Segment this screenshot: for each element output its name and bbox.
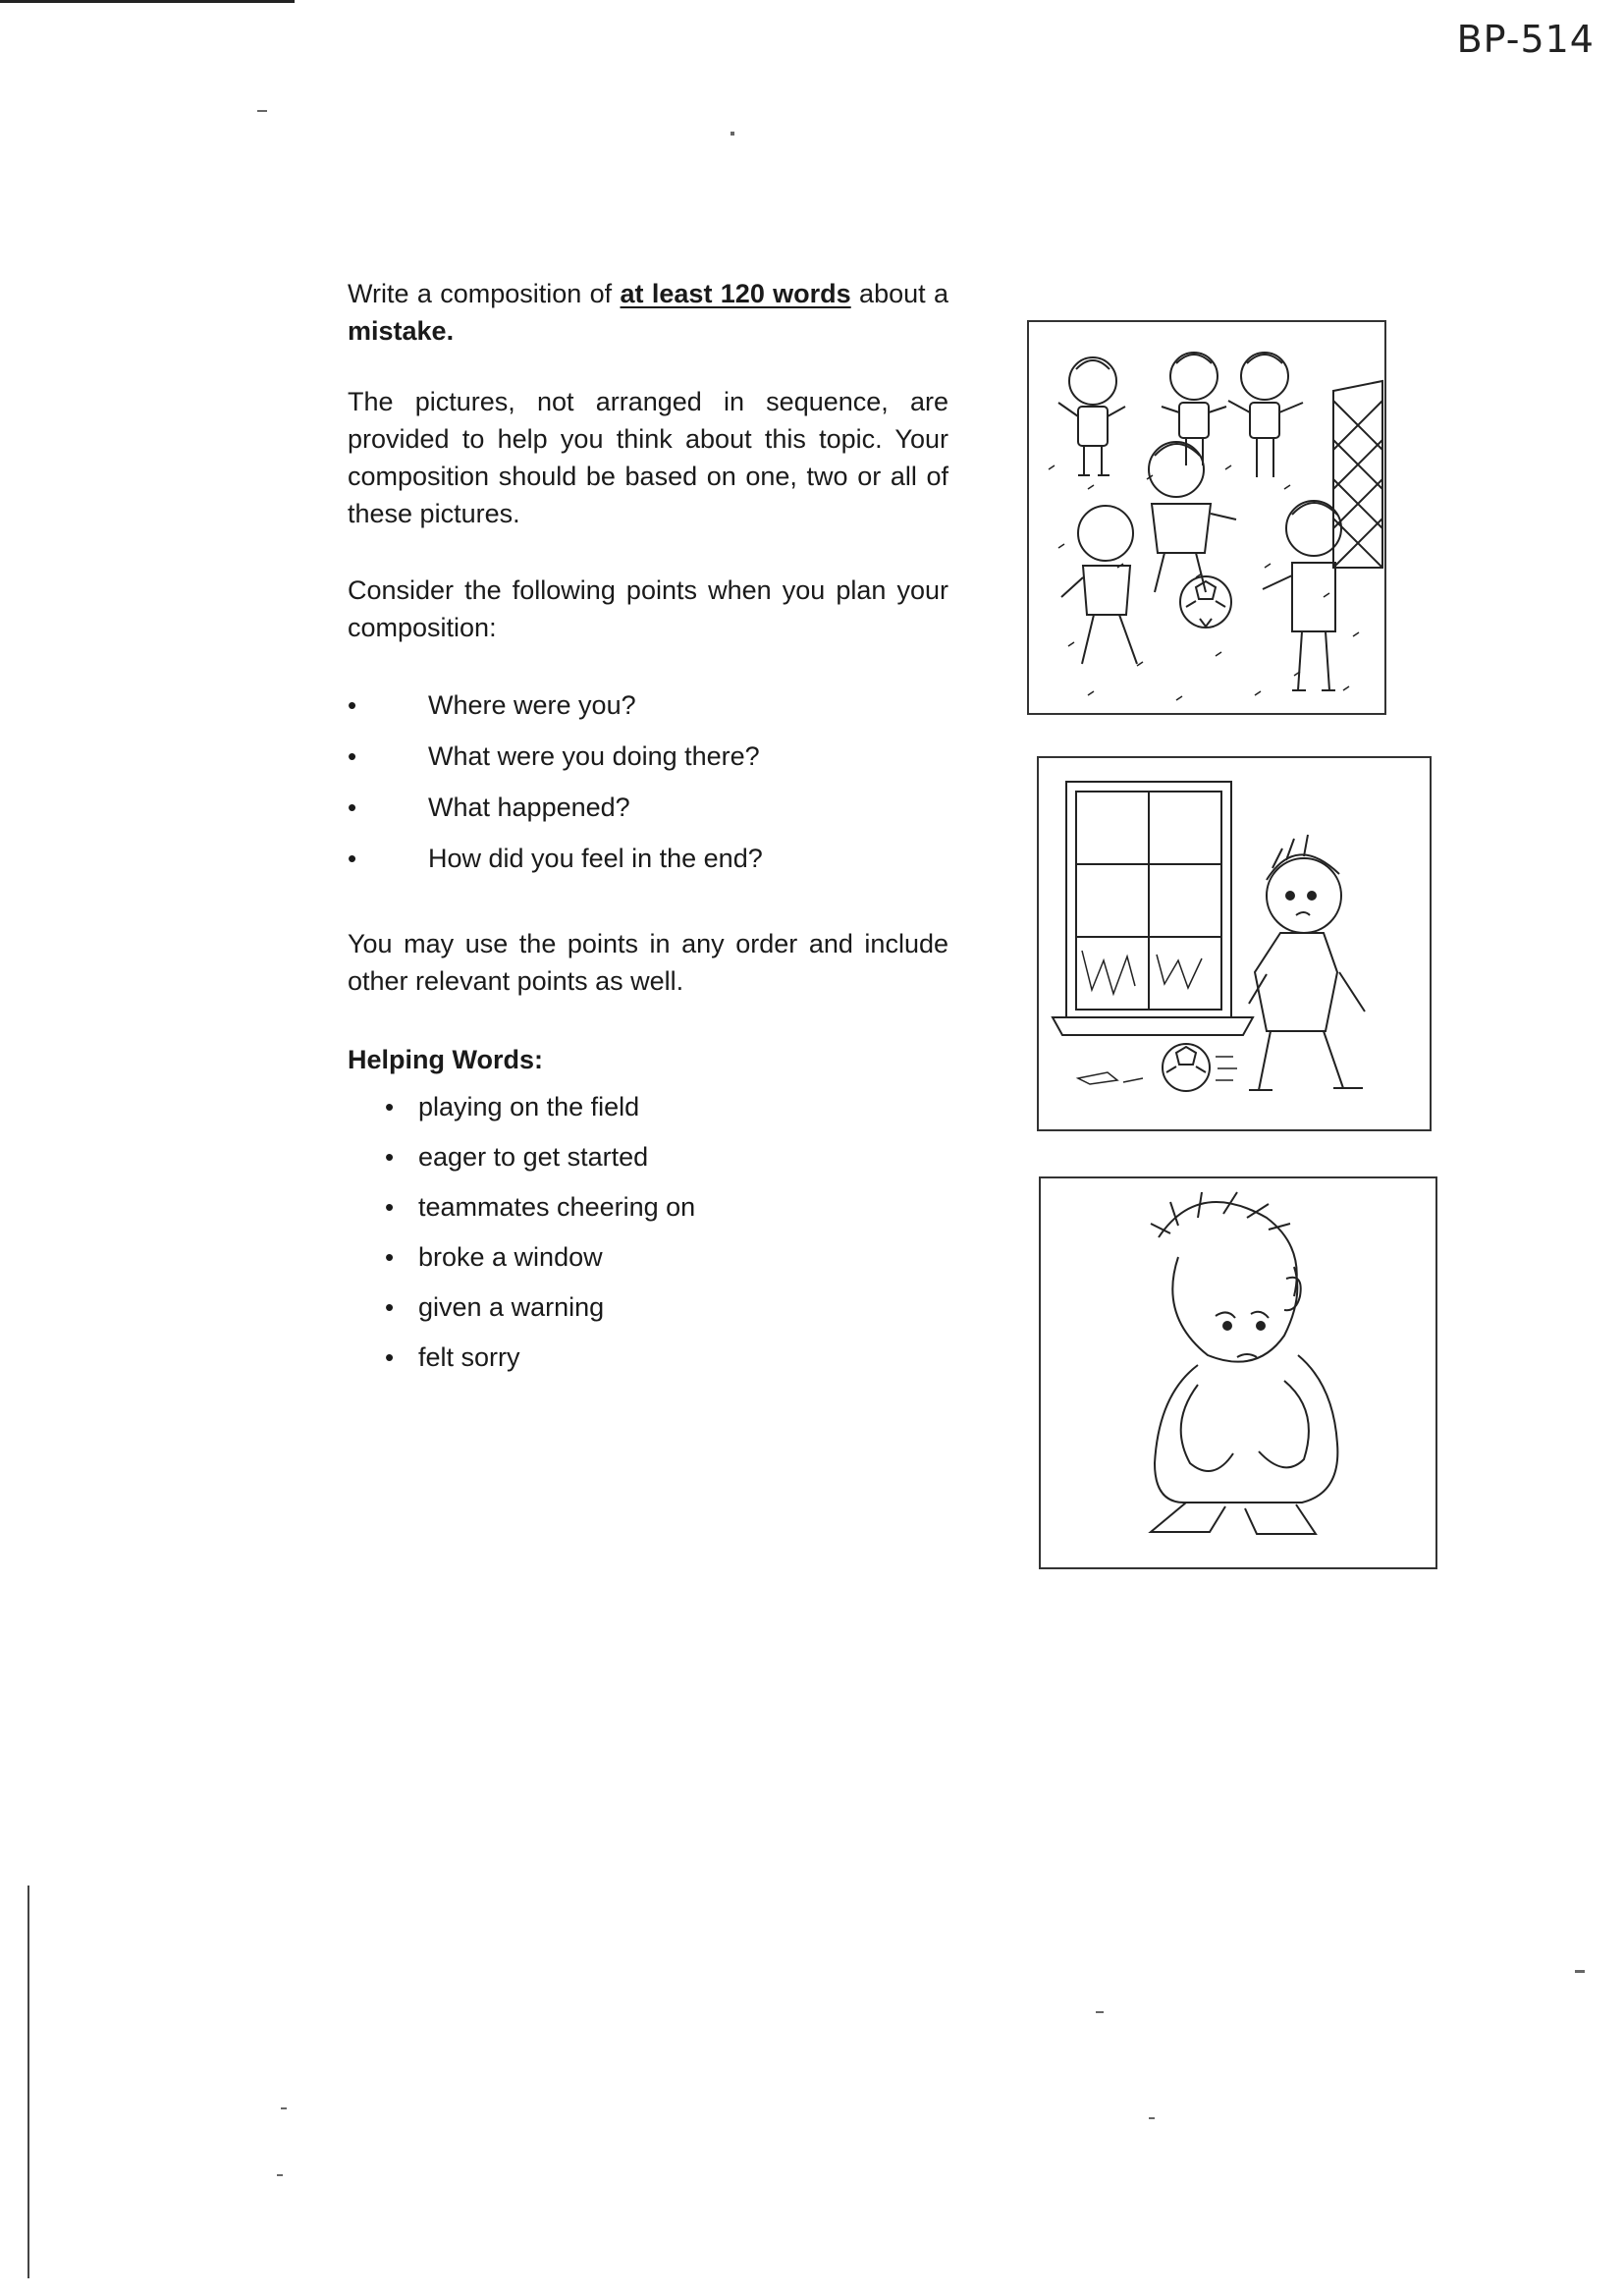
helping-words-title: Helping Words: [348, 1045, 543, 1074]
word-count-emphasis: at least 120 words [620, 279, 851, 308]
point-item: • What were you doing there? [348, 731, 948, 782]
child-back-left [1058, 357, 1125, 475]
scan-speck [1096, 2011, 1104, 2013]
football-icon [1180, 576, 1231, 628]
scan-speck [1575, 1970, 1585, 1973]
consider-note: Consider the following points when you plan your composition: [348, 575, 948, 642]
children-playing-football-icon [1029, 322, 1384, 713]
helping-word: • broke a window [385, 1232, 948, 1283]
helping-word: • felt sorry [385, 1333, 948, 1383]
scan-speck [281, 2107, 287, 2109]
window-icon [1053, 782, 1253, 1035]
picture-sad-boy [1039, 1176, 1437, 1569]
helping-words-list [348, 1082, 948, 1383]
boy-icon [1249, 835, 1365, 1090]
scan-speck [731, 132, 734, 136]
helping-word: • teammates cheering on [385, 1182, 948, 1232]
intro-text-mid: about a [850, 279, 948, 308]
pictures-note: The pictures, not arranged in sequence, are provided to help you think about this topic. Your composition should be based on one, two or all of these pictures. [348, 387, 948, 528]
child-back-right [1228, 353, 1303, 477]
picture-broken-window [1037, 756, 1432, 1131]
scan-speck [257, 110, 267, 112]
goal-net-icon [1333, 381, 1382, 568]
sad-boy-icon [1151, 1192, 1337, 1534]
football-icon [1163, 1044, 1237, 1091]
scan-speck [277, 2174, 283, 2176]
child-front-right [1263, 501, 1341, 690]
order-note: You may use the points in any order and include other relevant points as well. [348, 929, 948, 996]
guiding-points [348, 680, 948, 884]
topic-word: mistake. [348, 316, 455, 346]
instructions [348, 275, 948, 1383]
helping-word: • playing on the field [385, 1082, 948, 1132]
point-item: • Where were you? [348, 680, 948, 731]
page-code: BP-514 [1456, 18, 1595, 61]
intro-text: Write a composition of [348, 279, 621, 308]
helping-word: • eager to get started [385, 1132, 948, 1182]
boy-broken-window-icon [1039, 758, 1430, 1129]
left-edge-line [27, 1886, 29, 2278]
child-front-left [1061, 506, 1137, 664]
picture-football [1027, 320, 1386, 715]
child-center [1149, 442, 1236, 592]
scan-speck [1149, 2117, 1155, 2119]
point-item: • What happened? [348, 782, 948, 833]
helping-word: • given a warning [385, 1283, 948, 1333]
point-item: • How did you feel in the end? [348, 833, 948, 884]
sad-boy-sitting-icon [1041, 1178, 1435, 1567]
intro-paragraph [348, 275, 948, 350]
top-edge-line [0, 0, 295, 3]
